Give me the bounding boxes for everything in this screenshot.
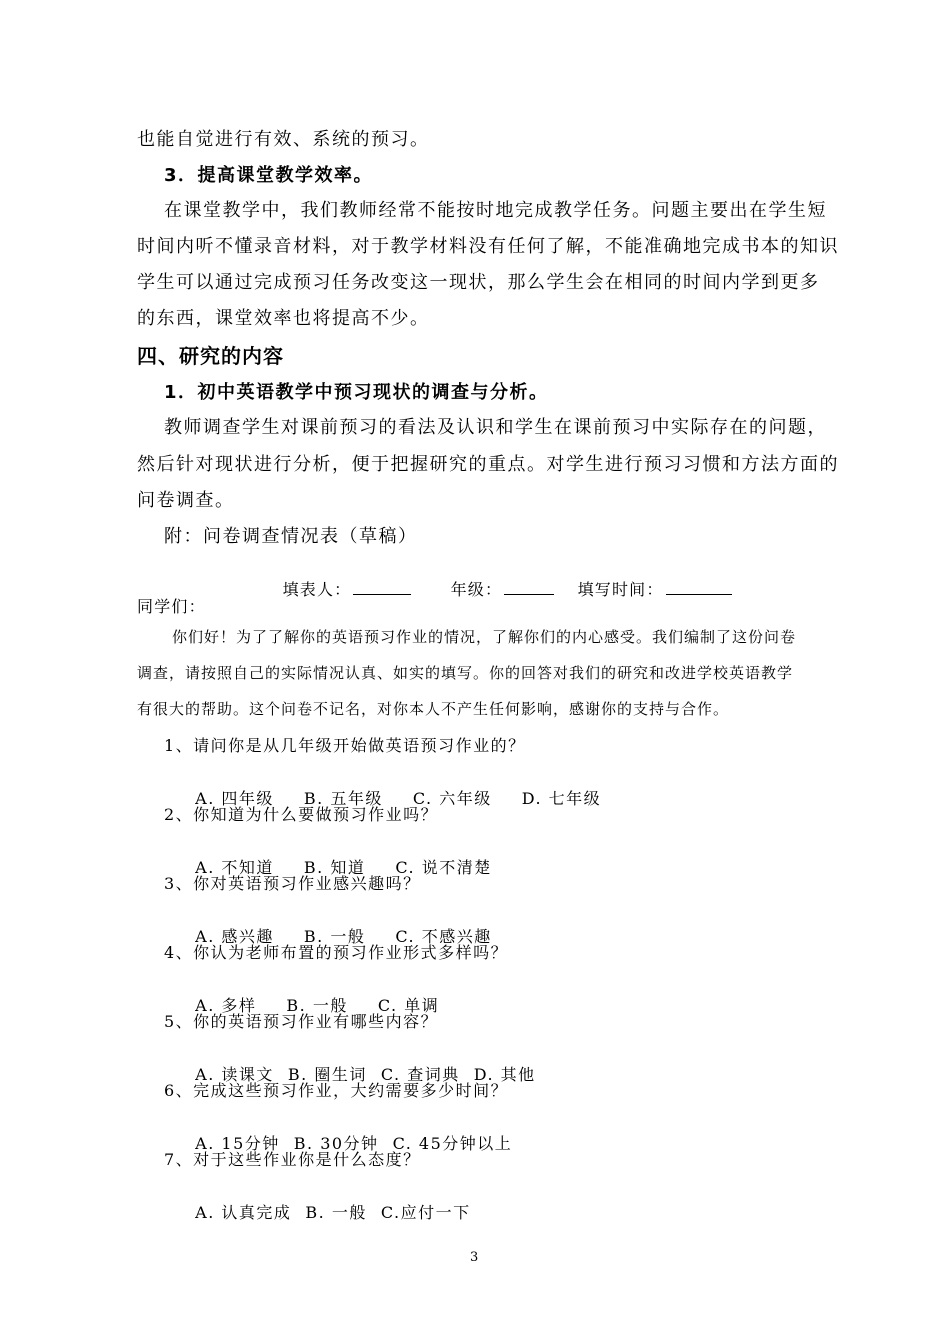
- time-label: 填写时间：: [577, 580, 664, 599]
- intro-line: 你们好！为了了解你的英语预习作业的情况，了解你们的内心感受。我们编制了这份问卷: [172, 628, 797, 646]
- option[interactable]: C. 说不清楚: [395, 858, 492, 877]
- option[interactable]: C. 不感兴趣: [395, 927, 492, 946]
- option[interactable]: A. 多样: [195, 996, 257, 1015]
- option[interactable]: C. 45分钟以上: [392, 1134, 513, 1153]
- intro-line: 有很大的帮助。这个问卷不记名，对你本人不产生任何影响，感谢你的支持与合作。: [137, 700, 730, 718]
- question-3: 3、你对英语预习作业感兴趣吗？: [164, 874, 421, 893]
- paragraph-line: 学生可以通过完成预习任务改变这一现状，那么学生会在相同的时间内学到更多: [137, 272, 820, 293]
- option[interactable]: D. 其他: [473, 1065, 536, 1084]
- option[interactable]: C. 六年级: [412, 789, 492, 808]
- paragraph-line: 在课堂教学中，我们教师经常不能按时地完成教学任务。问题主要出在学生短: [164, 200, 827, 221]
- time-blank[interactable]: [666, 580, 732, 595]
- grade-blank[interactable]: [504, 580, 554, 595]
- option[interactable]: A. 四年级: [195, 789, 274, 808]
- option[interactable]: B. 五年级: [303, 789, 383, 808]
- option[interactable]: D. 七年级: [521, 789, 602, 808]
- option[interactable]: B. 一般: [286, 996, 348, 1015]
- option[interactable]: A. 感兴趣: [195, 927, 274, 946]
- body-line: 也能自觉进行有效、系统的预习。: [137, 129, 430, 150]
- section-heading: 四、研究的内容: [137, 344, 284, 368]
- filler-field: [270, 558, 411, 600]
- paragraph-line: 然后针对现状进行分析，便于把握研究的重点。对学生进行预习习惯和方法方面的: [137, 454, 839, 475]
- subheading-1: 1．初中英语教学中预习现状的调查与分析。: [164, 382, 549, 403]
- option[interactable]: A. 认真完成: [195, 1203, 292, 1222]
- question-1: 1、请问你是从几年级开始做英语预习作业的？: [164, 736, 526, 755]
- intro-line: 调查，请按照自己的实际情况认真、如实的填写。你的回答对我们的研究和改进学校英语教学: [137, 664, 794, 682]
- question-2: 2、你知道为什么要做预习作业吗？: [164, 805, 439, 824]
- question-4: 4、你认为老师布置的预习作业形式多样吗？: [164, 943, 509, 962]
- question-5: 5、你的英语预习作业有哪些内容？: [164, 1012, 439, 1031]
- filler-label: 填表人：: [282, 580, 352, 599]
- subheading-3: 3．提高课堂教学效率。: [164, 165, 374, 186]
- paragraph-line: 的东西，课堂效率也将提高不少。: [137, 308, 430, 329]
- option[interactable]: B. 一般: [305, 1203, 367, 1222]
- appendix-title: 附：问卷调查情况表（草稿）: [164, 526, 418, 547]
- option[interactable]: B. 圈生词: [287, 1065, 367, 1084]
- option[interactable]: A. 不知道: [195, 858, 274, 877]
- question-6: 6、完成这些预习作业，大约需要多少时间？: [164, 1081, 509, 1100]
- option[interactable]: A. 15分钟: [195, 1134, 280, 1153]
- grade-label: 年级：: [450, 580, 503, 599]
- option[interactable]: B. 知道: [303, 858, 366, 877]
- option[interactable]: C.应付一下: [380, 1203, 471, 1222]
- greeting: 同学们：: [137, 597, 206, 616]
- paragraph-line: 问卷调查。: [137, 490, 235, 511]
- option[interactable]: C. 单调: [377, 996, 440, 1015]
- option[interactable]: B. 30分钟: [293, 1134, 379, 1153]
- time-field: [565, 558, 732, 600]
- question-7: 7、对于这些作业你是什么态度？: [164, 1150, 421, 1169]
- grade-field: [438, 558, 554, 600]
- paragraph-line: 教师调查学生对课前预习的看法及认识和学生在课前预习中实际存在的问题，: [164, 417, 827, 438]
- option[interactable]: B. 一般: [303, 927, 366, 946]
- filler-blank[interactable]: [353, 580, 411, 595]
- page-number: 3: [470, 1250, 479, 1265]
- options-7: [182, 1181, 485, 1223]
- option[interactable]: C. 查词典: [380, 1065, 460, 1084]
- paragraph-line: 时间内听不懂录音材料，对于教学材料没有任何了解，不能准确地完成书本的知识: [137, 236, 839, 257]
- option[interactable]: A. 读课文: [195, 1065, 274, 1084]
